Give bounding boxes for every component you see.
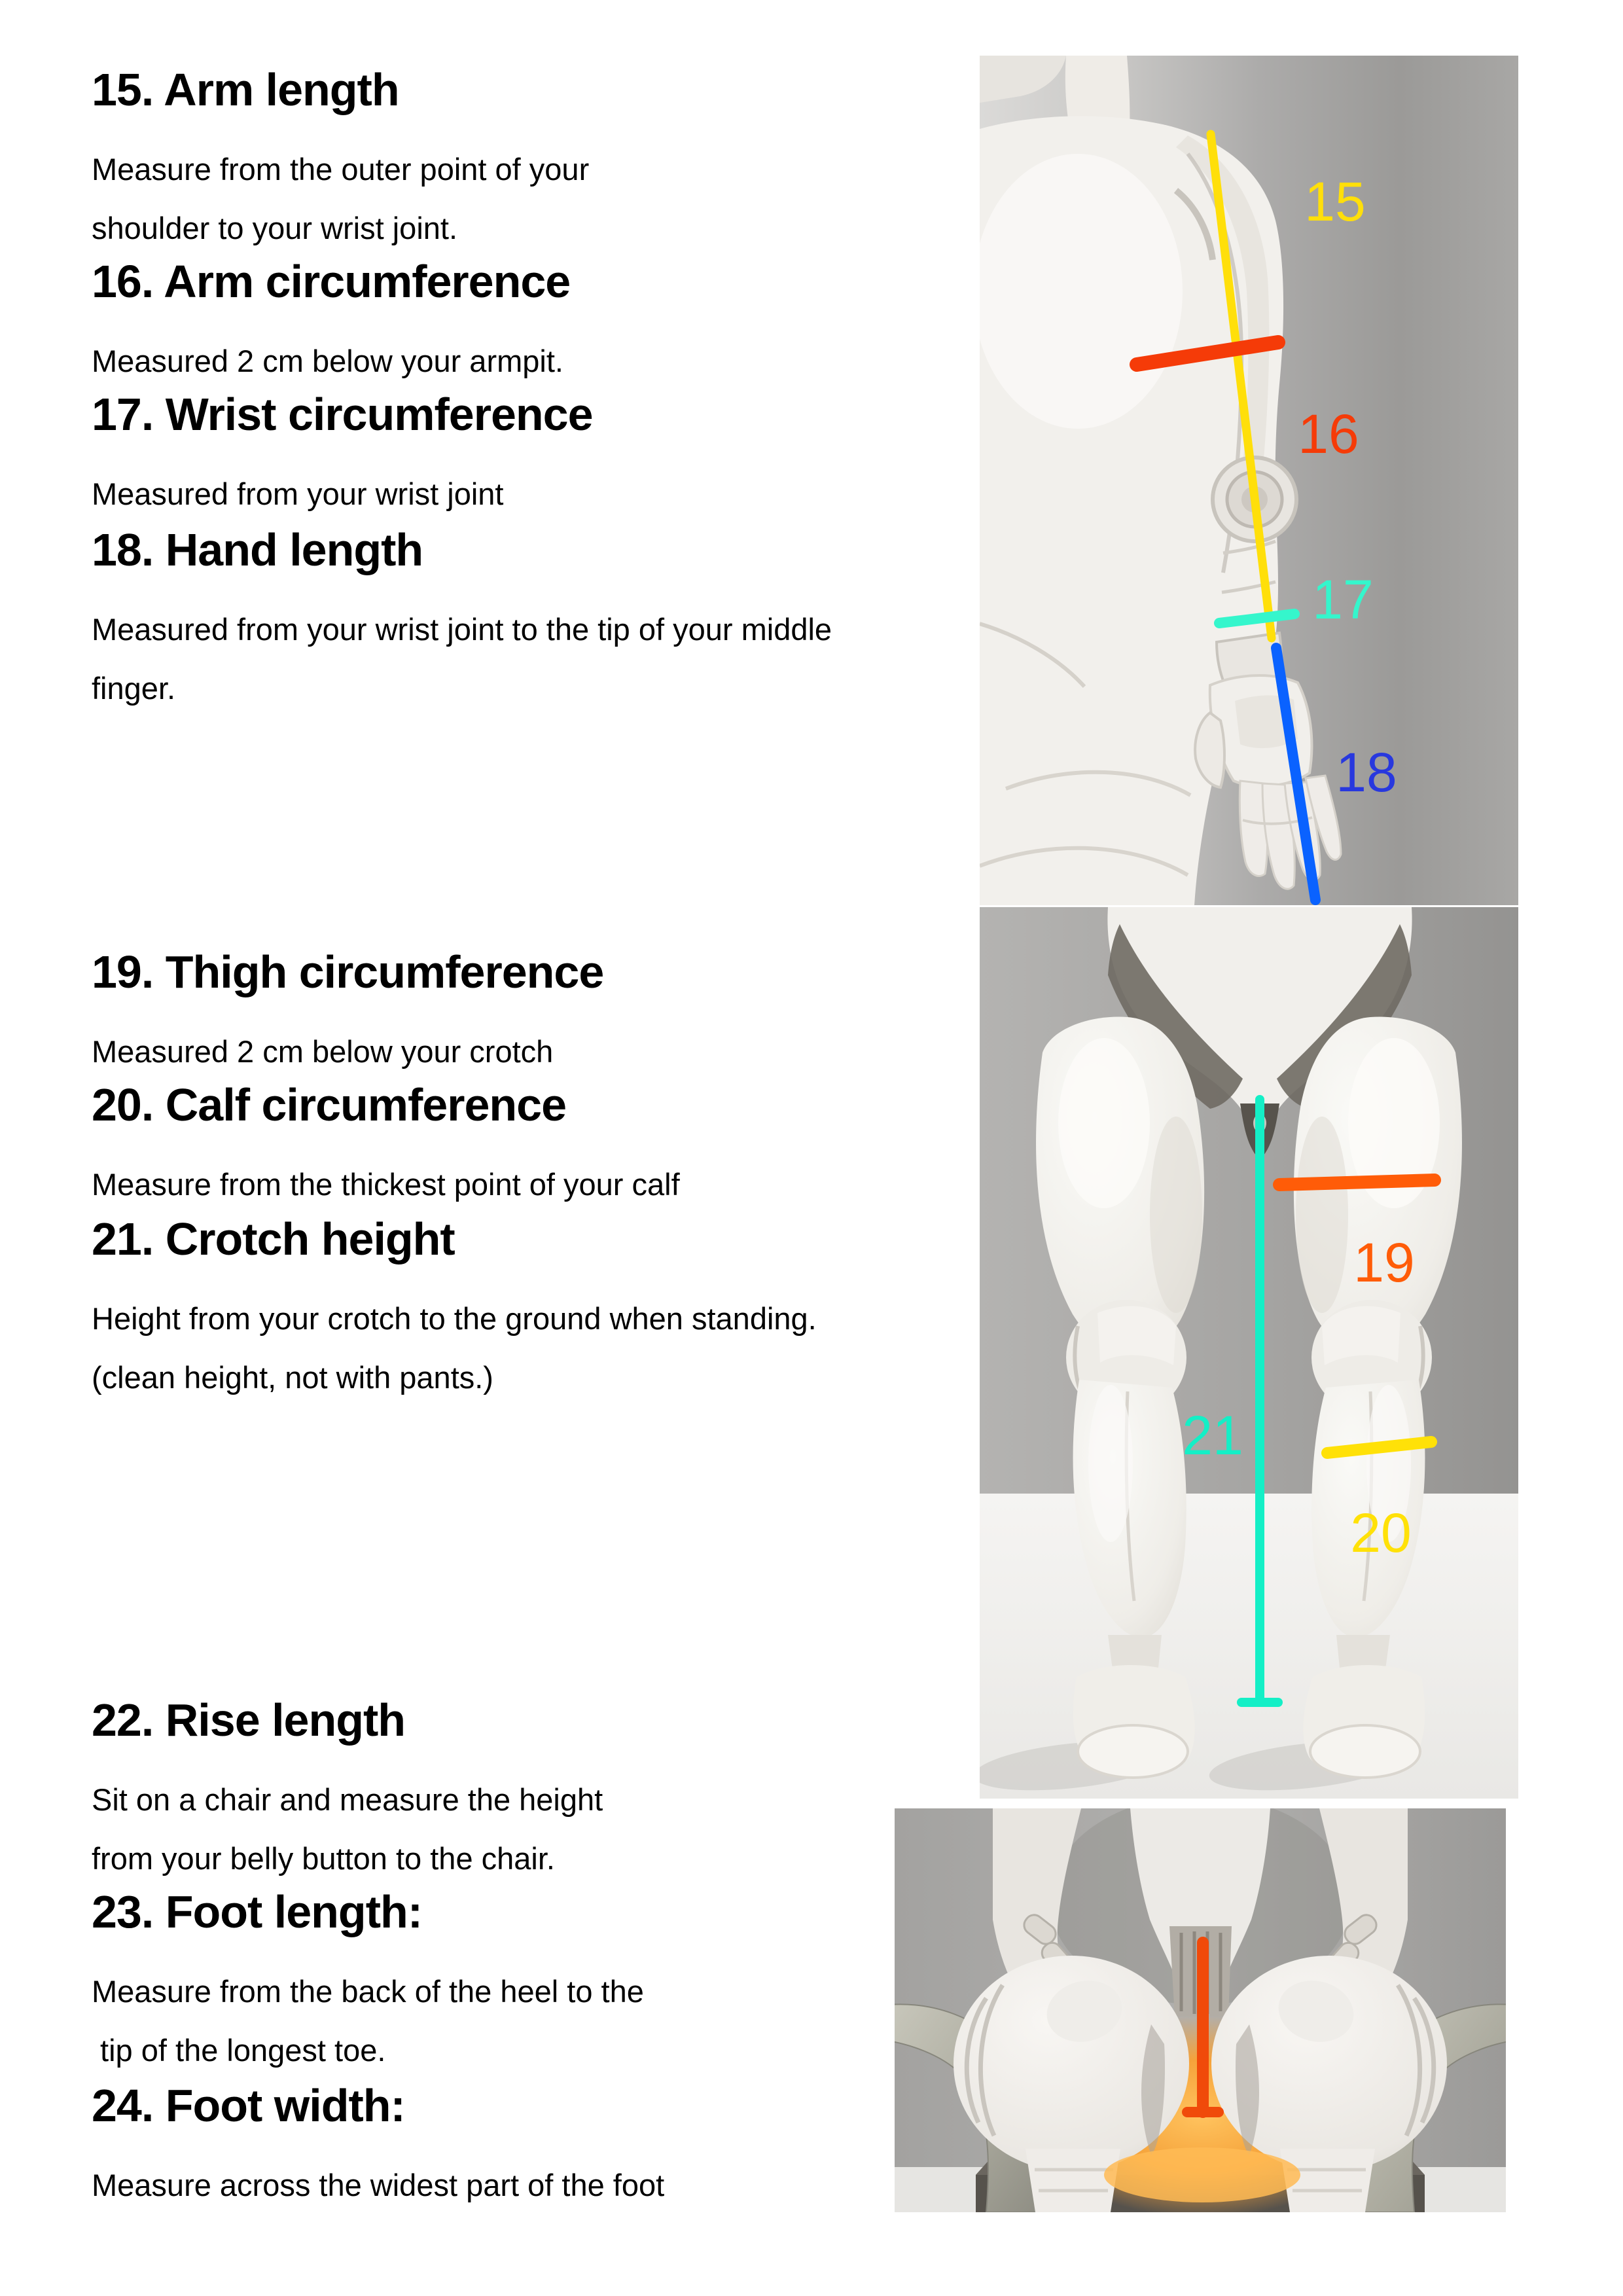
figure-leg-measurements bbox=[980, 907, 1518, 1799]
section-24-foot-width bbox=[92, 2079, 969, 2215]
section-20-calf-circumference bbox=[92, 1079, 969, 1214]
seat-glow-front bbox=[1104, 2147, 1300, 2202]
section-line: Measured from your wrist joint to the tip of your middle bbox=[92, 612, 832, 647]
section-21-crotch-height bbox=[92, 1213, 969, 1407]
measure-label-20: 20 bbox=[1350, 1502, 1412, 1564]
section-line: Measure from the back of the heel to the bbox=[92, 1974, 644, 2009]
measure-label-21: 21 bbox=[1182, 1405, 1243, 1466]
section-line: Measured from your wrist joint bbox=[92, 476, 504, 511]
section-heading: 21. Crotch height bbox=[92, 1213, 455, 1265]
section-line: Measure from the outer point of your bbox=[92, 152, 590, 187]
measure-line-19-thigh-circumference bbox=[1279, 1180, 1435, 1185]
figure-arm-svg bbox=[980, 56, 1518, 905]
section-heading: 15. Arm length bbox=[92, 64, 399, 115]
section-line: Measure across the widest part of the foot bbox=[92, 2168, 665, 2202]
figure-arm-measurements bbox=[980, 56, 1518, 905]
section-line: Measured 2 cm below your armpit. bbox=[92, 344, 563, 378]
figure-rise-length bbox=[895, 1808, 1506, 2212]
figure-legs-svg bbox=[980, 907, 1518, 1799]
section-line: Measure from the thickest point of your calf bbox=[92, 1167, 680, 1202]
measure-label-15: 15 bbox=[1304, 171, 1366, 232]
section-line: tip of the longest toe. bbox=[92, 2033, 386, 2068]
section-heading: 20. Calf circumference bbox=[92, 1079, 567, 1130]
figure-seated-svg bbox=[895, 1808, 1506, 2212]
section-line: Height from your crotch to the ground when standing. bbox=[92, 1301, 817, 1336]
section-heading: 22. Rise length bbox=[92, 1695, 406, 1746]
section-19-thigh-circumference bbox=[92, 946, 969, 1081]
measure-label-19: 19 bbox=[1353, 1232, 1415, 1293]
measure-label-16: 16 bbox=[1298, 403, 1359, 465]
section-line: shoulder to your wrist joint. bbox=[92, 211, 458, 245]
section-line: Sit on a chair and measure the height bbox=[92, 1782, 603, 1817]
section-17-wrist-circumference bbox=[92, 388, 969, 524]
section-line: from your belly button to the chair. bbox=[92, 1841, 555, 1876]
section-heading: 19. Thigh circumference bbox=[92, 946, 604, 997]
section-line: finger. bbox=[92, 671, 176, 706]
section-heading: 23. Foot length: bbox=[92, 1886, 423, 1937]
section-heading: 18. Hand length bbox=[92, 524, 423, 575]
measure-label-18: 18 bbox=[1336, 742, 1397, 803]
section-22-rise-length bbox=[92, 1694, 969, 1888]
section-18-hand-length bbox=[92, 524, 969, 718]
section-23-foot-length bbox=[92, 1886, 969, 2080]
section-15-arm-length bbox=[92, 63, 969, 258]
section-heading: 24. Foot width: bbox=[92, 2080, 405, 2131]
measure-label-17: 17 bbox=[1312, 569, 1374, 630]
section-16-arm-circumference bbox=[92, 255, 969, 391]
section-heading: 16. Arm circumference bbox=[92, 256, 571, 307]
section-heading: 17. Wrist circumference bbox=[92, 389, 593, 440]
section-line: Measured 2 cm below your crotch bbox=[92, 1034, 554, 1069]
section-line: (clean height, not with pants.) bbox=[92, 1360, 493, 1395]
